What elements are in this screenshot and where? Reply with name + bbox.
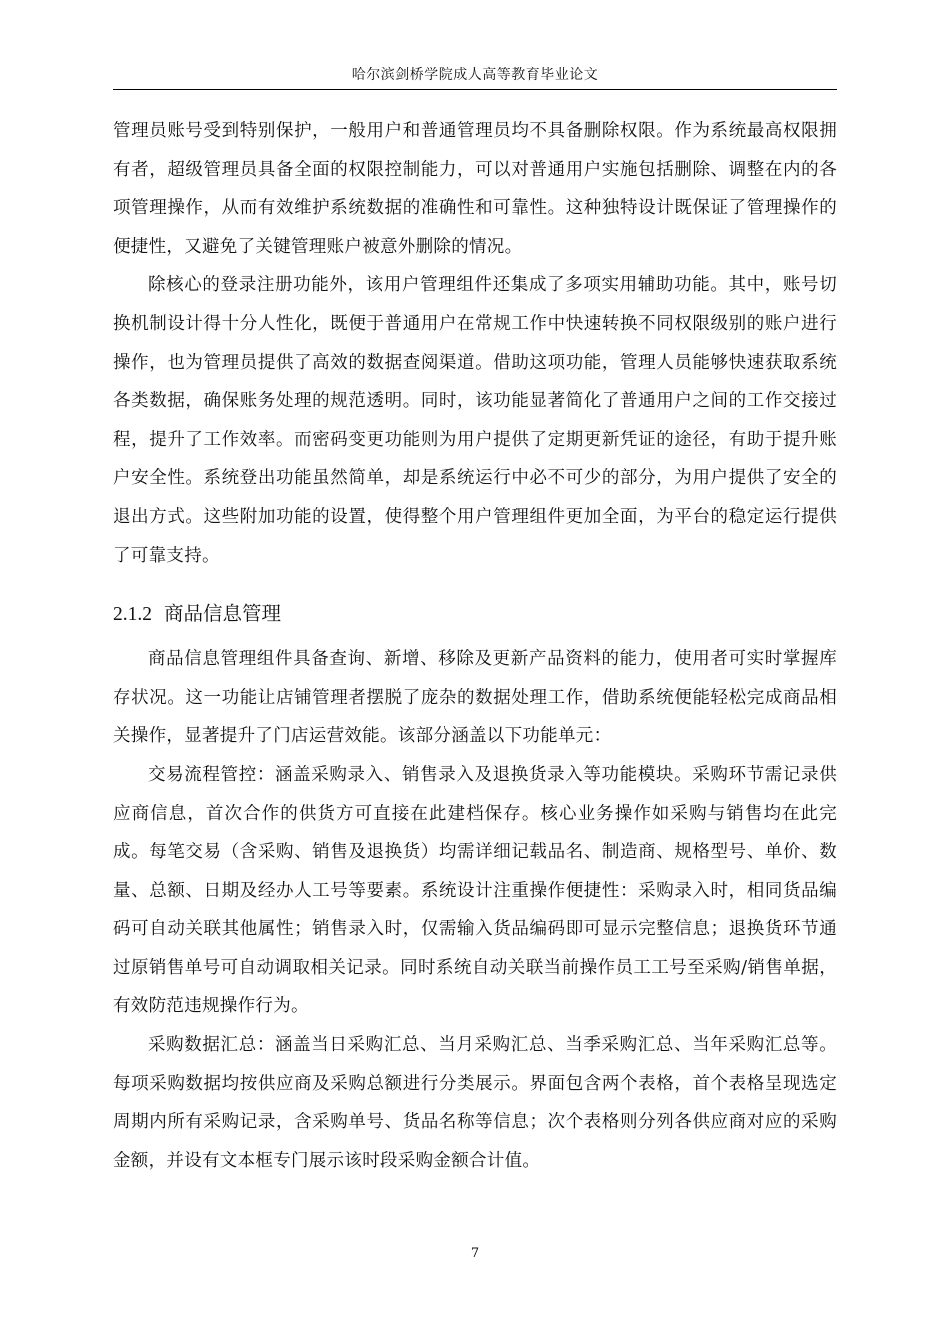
paragraph-auxiliary-functions: 除核心的登录注册功能外，该用户管理组件还集成了多项实用辅助功能。其中，账号切换机制设计得十分人性化，既便于普通用户在常规工作中快速转换不同权限级别的账户进行操作，也为管理员提供了高效的数据查阅渠道。借助这项功能，管理人员能够快速获取系统各类数据，确保账务处理的规范透明。同时，该功能显著简化了普通用户之间的工作交接过程，提升了工作效率。而密码变更功能则为用户提供了定期更新凭证的途径，有助于提升账户安全性。系统登出功能虽然简单，却是系统运行中必不可少的部分，为用户提供了安全的退出方式。这些附加功能的设置，使得整个用户管理组件更加全面，为平台的稳定运行提供了可靠支持。	[113, 275, 837, 566]
paragraph-admin-protection: 管理员账号受到特别保护，一般用户和普通管理员均不具备删除权限。作为系统最高权限拥有者，超级管理员具备全面的权限控制能力，可以对普通用户实施包括删除、调整在内的各项管理操作，从而有效维护系统数据的准确性和可靠性。这种独特设计既保证了管理操作的便捷性，又避免了关键管理账户被意外删除的情况。	[113, 121, 837, 257]
page-header: 哈尔滨剑桥学院成人高等教育毕业论文	[351, 67, 599, 83]
paragraph-purchase-summary: 采购数据汇总：涵盖当日采购汇总、当月采购汇总、当季采购汇总、当年采购汇总等。每项采购数据均按供应商及采购总额进行分类展示。界面包含两个表格，首个表格呈现选定周期内所有采购记录，含采购单号、货品名称等信息；次个表格则分列各供应商对应的采购金额，并设有文本框专门展示该时段采购金额合计值。	[113, 1035, 837, 1171]
paragraph-product-management: 商品信息管理组件具备查询、新增、移除及更新产品资料的能力，使用者可实时掌握库存状况。这一功能让店铺管理者摆脱了庞杂的数据处理工作，借助系统便能轻松完成商品相关操作，显著提升了门店运营效能。该部分涵盖以下功能单元：	[113, 649, 837, 747]
paragraph-transaction-control: 交易流程管控：涵盖采购录入、销售录入及退换货录入等功能模块。采购环节需记录供应商信息，首次合作的供货方可直接在此建档保存。核心业务操作如采购与销售均在此完成。每笔交易（含采购、销售及退换货）均需详细记载品名、制造商、规格型号、单价、数量、总额、日期及经办人工号等要素。系统设计注重操作便捷性：采购录入时，相同货品编码可自动关联其他属性；销售录入时，仅需输入货品编码即可显示完整信息；退换货环节通过原销售单号可自动调取相关记录。同时系统自动关联当前操作员工工号至采购/销售单据，有效防范违规操作行为。	[113, 764, 837, 1017]
section-title: 商品信息管理	[164, 602, 282, 626]
header-divider	[113, 89, 837, 90]
section-heading	[113, 593, 837, 636]
section-number: 2.1.2	[113, 604, 152, 626]
body-text	[113, 112, 837, 1180]
page-number: 7	[470, 1246, 480, 1261]
